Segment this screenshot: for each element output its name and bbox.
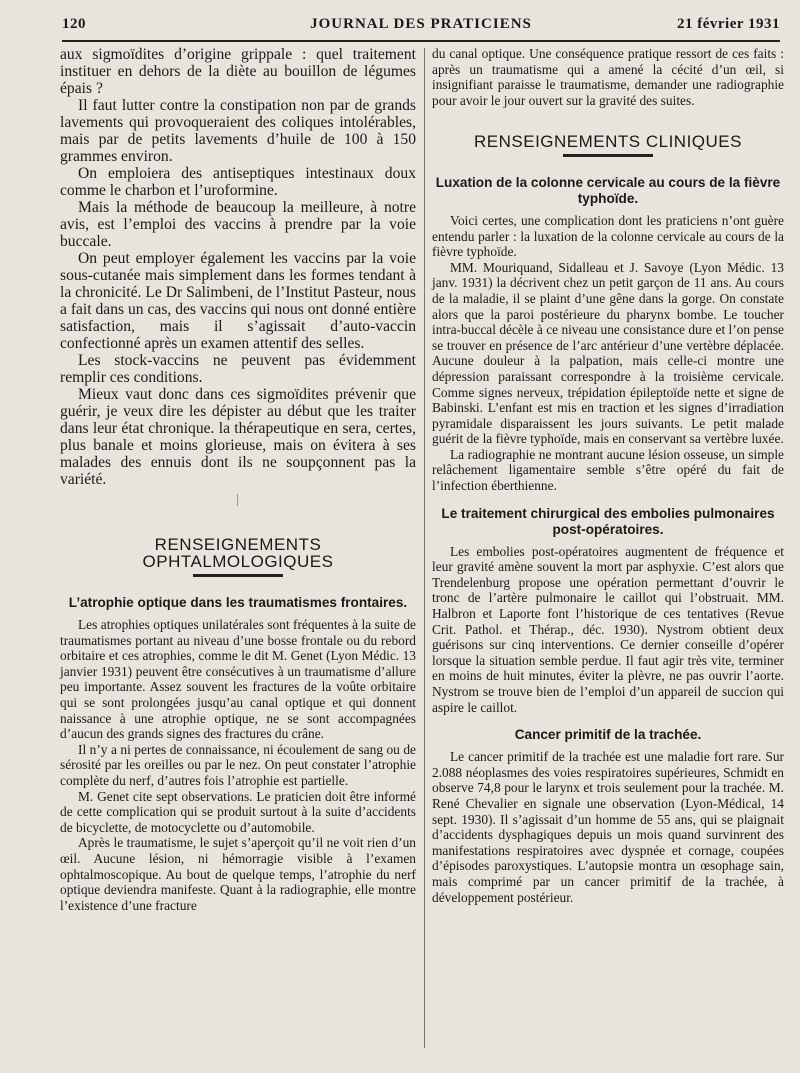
paragraph: Il n’y a ni pertes de connaissance, ni écoulement de sang ou de sérosité par les oreilles ou par le nez. On peut constater l’atrophie complète du nerf, d’autres fois l’atrophie est partielle. xyxy=(60,741,416,788)
paragraph: Les stock-vaccins ne peuvent pas évidemment remplir ces conditions. xyxy=(60,352,416,386)
paragraph: Les embolies post-opératoires augmentent de fréquence et leur gravité amène souvent la mort par asphyxie. C’est alors que Trendelenburg propose une opération permettant d’ouvrir le tronc de l’artère pulmonaire le caillot qui l’obstruait. MM. Halbron et Laporte font l’historique de ces tentatives (Revue Crit. Pathol. et Thérap., déc. 1930). Nystrom obtient deux guérisons sur cinq interventions. Ce dernier conseille d’opérer lorsque la situation semble perdue. Il faut agir très vite, terminer en moins de huit minutes, éviter la plèvre, ne pas ouvrir l’aorte. Nystrom se trouve bien de l’emploi d’un appareil de succion qui aspire le caillot. xyxy=(432,543,784,715)
page-header xyxy=(62,12,780,42)
paragraph: On peut employer également les vaccins par la voie sous-cutanée mais simplement dans les formes tendant à la chronicité. Le Dr Salimbeni, de l’Institut Pasteur, nous a fait dans un cas, des vaccins qui nous ont donné entière satisfaction, mais il s’agissait d’auto-vaccin confectionné après un examen attentif des selles. xyxy=(60,250,416,352)
heading-rule xyxy=(193,574,283,577)
paragraph: Après le traumatisme, le sujet s’aperçoit qu’il ne voit rien d’un œil. Aucune lésion, ni hémorragie visible à l’examen ophtalmoscopique. Au bout de quelque temps, l’atrophie du nerf optique deviendra manifeste. Quant à la radiographie, elle montre l’existence d’une fracture xyxy=(60,835,416,913)
paragraph: MM. Mouriquand, Sidalleau et J. Savoye (Lyon Médic. 13 janv. 1931) la décrivent chez un petit garçon de 11 ans. Au cours de la maladie, il se plaint d’une gêne dans la gorge. On constate alors que la paroi postérieure du pharynx bombe. Le toucher intra-buccal décèle à ce niveau une consistance dure et l’on pense se trouver en présence de l’arc antérieur d’une vertèbre déplacée. Aucune douleur à la palpation, mais celle-ci montre une dépression paraissant correspondre à la troisième cervicale. Comme signes nerveux, trépidation épileptoïde nette et signe de Babinski. L’enfant est mis en traction et les signes d’irradiation pyramidale disparaissent les jours suivants. Le petit malade guérit de la fièvre typhoïde, mais en conservant sa vertèbre luxée. xyxy=(432,259,784,447)
paragraph: Voici certes, une complication dont les praticiens n’ont guère entendu parler : la luxation de la colonne cervicale au cours de la fièvre typhoïde. xyxy=(432,212,784,260)
right-column xyxy=(432,46,784,905)
page-number: 120 xyxy=(62,16,86,32)
section-heading-cliniques: RENSEIGNEMENTS CLINIQUES xyxy=(474,132,742,152)
journal-title: JOURNAL DES PRATICIENS xyxy=(310,16,532,32)
paragraph: Mais la méthode de beaucoup la meilleure, à notre avis, est l’emploi des vaccins à prendre par la voie buccale. xyxy=(60,199,416,250)
paragraph: M. Genet cite sept observations. Le praticien doit être informé de cette complication qui se produit surtout à la suite d’accidents de bicyclette, de motocyclette ou d’automobile. xyxy=(60,788,416,835)
article-title-embolies: Le traitement chirurgical des embolies pulmonaires post-opératoires. xyxy=(441,505,775,537)
article-body-atrophie xyxy=(60,617,416,913)
paragraph: Il faut lutter contre la constipation non par de grands lavements qui provoqueraient des coliques intolérables, mais par de petits lavements d’huile de 100 à 150 grammes environ. xyxy=(60,97,416,165)
paragraph: du canal optique. Une conséquence pratique ressort de ces faits : après un traumatisme qui a amené la cécité d’un œil, si insignifiant paraisse le traumatisme, demander une radiographie pour avoir le jour ouvert sur la gravité des suites. xyxy=(432,46,784,108)
paragraph: Le cancer primitif de la trachée est une maladie fort rare. Sur 2.088 néoplasmes des voies respiratoires supérieures, Schmidt en observe 74,8 pour le larynx et trois seulement pour la trachée. M. René Chevalier en signale une observation (Lyon-Médical, 14 sept. 1930). Il s’agissait d’un homme de 55 ans, qui se plaignait d’accidents dysphagiques depuis un mois quand survinrent des manifestations respiratoires avec dyspnée et cornage, coupées d’épisodes paroxystiques. L’autopsie montra un œsophage sain, mais comprimé par un cancer primitif de la trachée, à développement postérieur. xyxy=(432,749,784,905)
column-divider xyxy=(424,48,425,1048)
article-title-cancer: Cancer primitif de la trachée. xyxy=(514,727,702,743)
section-heading-ophtalmo: RENSEIGNEMENTS OPHTALMOLOGIQUES xyxy=(142,535,334,571)
paragraph: On emploiera des antiseptiques intestinaux doux comme le charbon et l’uroformine. xyxy=(60,165,416,199)
separator-mark xyxy=(237,494,239,506)
paragraph: La radiographie ne montrant aucune lésion osseuse, un simple relâchement ligamentaire semble s’être opéré du fait de l’infection éberthienne. xyxy=(432,446,784,494)
heading-rule xyxy=(563,154,653,157)
paragraph: Mieux vaut donc dans ces sigmoïdites prévenir que guérir, je veux dire les dépister au début que les traiter dans leur état chronique. la thérapeutique en sera, certes, plus banale et moins glorieuse, mais on évitera à ses malades des ennuis dont ils ne soupçonnent pas la variété. xyxy=(60,386,416,488)
paragraph: aux sigmoïdites d’origine grippale : quel traitement instituer en dehors de la diète au bouillon de légumes épais ? xyxy=(60,46,416,97)
issue-date: 21 février 1931 xyxy=(676,16,780,32)
left-column xyxy=(60,46,416,913)
article-title-luxation: Luxation de la colonne cervicale au cours de la fièvre typhoïde. xyxy=(435,174,781,206)
paragraph: Les atrophies optiques unilatérales sont fréquentes à la suite de traumatismes portant au niveau d’une bosse frontale ou du rebord orbitaire et ces atrophies, comme le dit M. Genet (Lyon Médic. 13 janvier 1931) peuvent être consécutives à un traumatisme d’allure peu importante. Assez souvent les fractures de la voûte orbitaire qui se sont prolongées jusqu’au canal optique et qui donnent naissance à une atrophie optique, ne se sont accompagnées d’aucun des grands signes des fractures du crâne. xyxy=(60,617,416,742)
article-title-atrophie: L’atrophie optique dans les traumatismes frontaires. xyxy=(68,595,408,610)
